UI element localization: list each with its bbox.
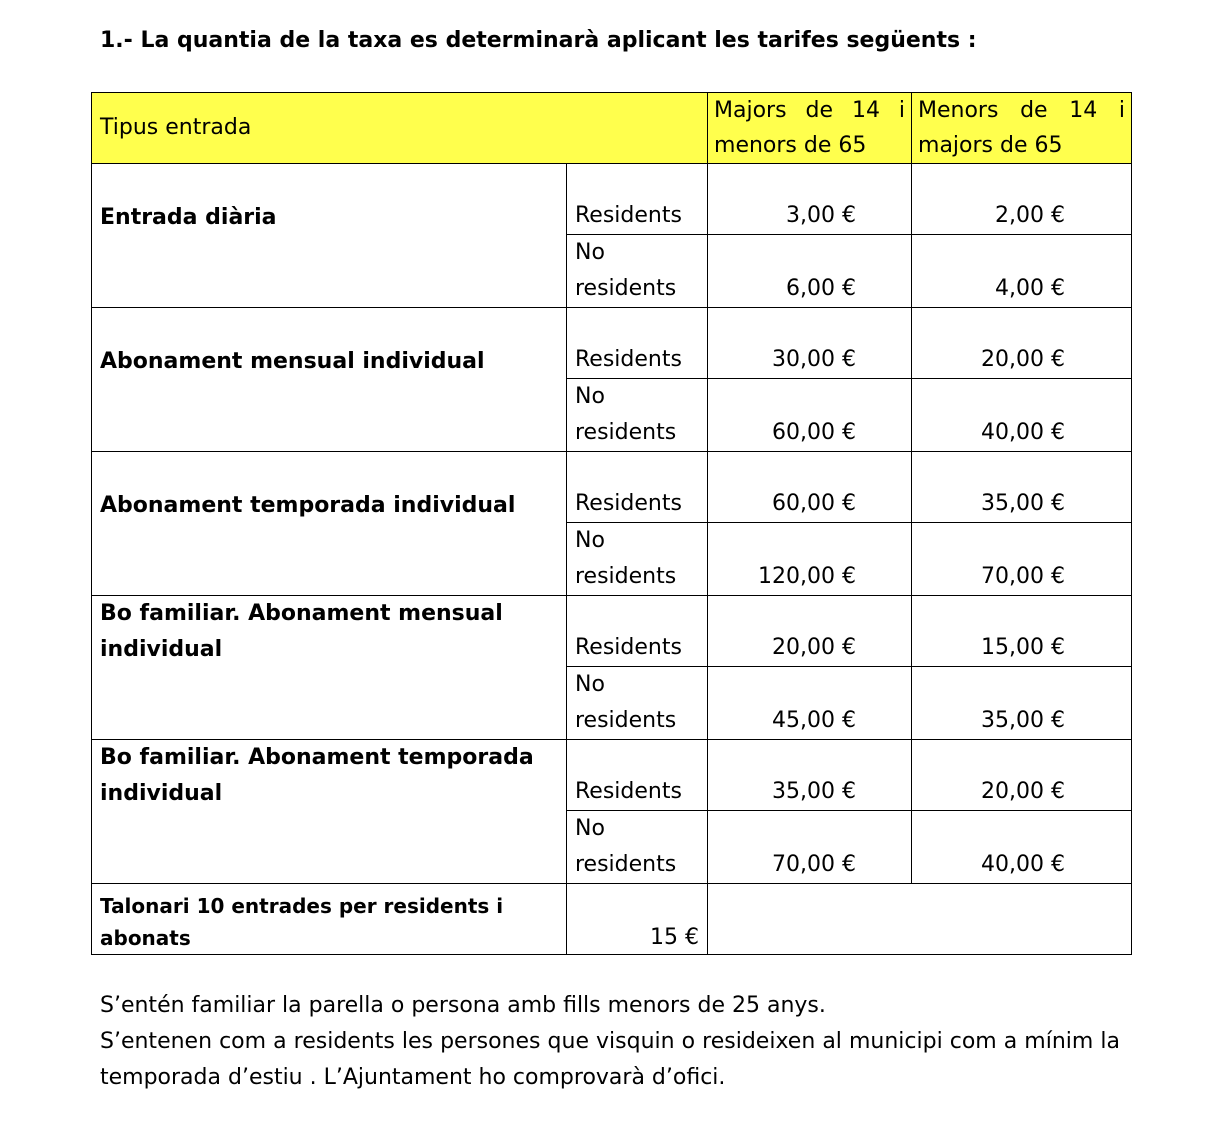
header-minors-line1: Menors de 14 i: [918, 98, 1126, 123]
price-cell: 30,00 €: [708, 308, 912, 379]
price-cell: 20,00 €: [708, 596, 912, 667]
non-residents-label: [567, 523, 708, 596]
price-cell: 35,00 €: [708, 740, 912, 811]
price-cell: 70,00 €: [708, 811, 912, 884]
table-row: [92, 308, 1132, 379]
residents-label: Residents: [567, 740, 708, 811]
table-row: [92, 452, 1132, 523]
price-cell: 4,00 €: [912, 235, 1132, 308]
non-residents-line2: residents: [575, 708, 677, 733]
note-familiar: S’entén familiar la parella o persona amb fills menors de 25 anys.: [100, 993, 826, 1018]
non-residents-line2: residents: [575, 564, 677, 589]
table-row: [92, 164, 1132, 235]
rates-table: [91, 92, 1132, 955]
price-cell: 40,00 €: [912, 379, 1132, 452]
category-line2: individual: [100, 637, 223, 662]
price-cell: 6,00 €: [708, 235, 912, 308]
note-residents: S’entenen com a residents les persones que visquin o resideixen al municipi com a mínim la temporada d’estiu . L’Ajuntament ho comprovarà d’ofici.: [100, 1029, 1120, 1090]
non-residents-line1: No: [575, 528, 605, 553]
header-minors-seniors: [912, 93, 1132, 164]
price-cell: 60,00 €: [708, 379, 912, 452]
price-cell: 35,00 €: [912, 667, 1132, 740]
category-line2: individual: [100, 781, 223, 806]
table-row: [92, 596, 1132, 667]
category-cell: Entrada diària: [92, 164, 567, 308]
table-row: [92, 884, 1132, 955]
residents-label: Residents: [567, 308, 708, 379]
non-residents-label: [567, 235, 708, 308]
non-residents-line1: No: [575, 240, 605, 265]
notes: [100, 988, 1120, 1096]
non-residents-line1: No: [575, 816, 605, 841]
talonari-line2: abonats: [100, 926, 191, 950]
talonari-price: 15 €: [567, 884, 708, 955]
table-row: [92, 740, 1132, 811]
non-residents-line2: residents: [575, 852, 677, 877]
price-cell: 60,00 €: [708, 452, 912, 523]
residents-label: Residents: [567, 596, 708, 667]
residents-label: Residents: [567, 164, 708, 235]
non-residents-label: [567, 379, 708, 452]
non-residents-line1: No: [575, 384, 605, 409]
price-cell: 15,00 €: [912, 596, 1132, 667]
category-cell: [92, 596, 567, 740]
residents-label: Residents: [567, 452, 708, 523]
header-type: Tipus entrada: [92, 93, 708, 164]
non-residents-line2: residents: [575, 420, 677, 445]
price-cell: 20,00 €: [912, 308, 1132, 379]
category-cell: Abonament mensual individual: [92, 308, 567, 452]
category-cell: Abonament temporada individual: [92, 452, 567, 596]
category-cell: [92, 740, 567, 884]
price-cell: 35,00 €: [912, 452, 1132, 523]
price-cell: 45,00 €: [708, 667, 912, 740]
talonari-line1: Talonari 10 entrades per residents i: [100, 894, 504, 918]
header-adults-line2: menors de 65: [714, 133, 867, 158]
header-adults-line1: Majors de 14 i: [714, 98, 906, 123]
price-cell: 120,00 €: [708, 523, 912, 596]
section-heading: 1.- La quantia de la taxa es determinarà aplicant les tarifes següents :: [100, 28, 977, 53]
table-header-row: [92, 93, 1132, 164]
price-cell: 3,00 €: [708, 164, 912, 235]
price-cell: 20,00 €: [912, 740, 1132, 811]
price-cell: 70,00 €: [912, 523, 1132, 596]
empty-cell: [708, 884, 1132, 955]
non-residents-label: [567, 667, 708, 740]
non-residents-line2: residents: [575, 276, 677, 301]
price-cell: 2,00 €: [912, 164, 1132, 235]
header-minors-line2: majors de 65: [918, 133, 1063, 158]
talonari-label: [92, 884, 567, 955]
non-residents-line1: No: [575, 672, 605, 697]
non-residents-label: [567, 811, 708, 884]
header-adults: [708, 93, 912, 164]
category-line1: Bo familiar. Abonament temporada: [100, 745, 534, 770]
price-cell: 40,00 €: [912, 811, 1132, 884]
category-line1: Bo familiar. Abonament mensual: [100, 601, 503, 626]
